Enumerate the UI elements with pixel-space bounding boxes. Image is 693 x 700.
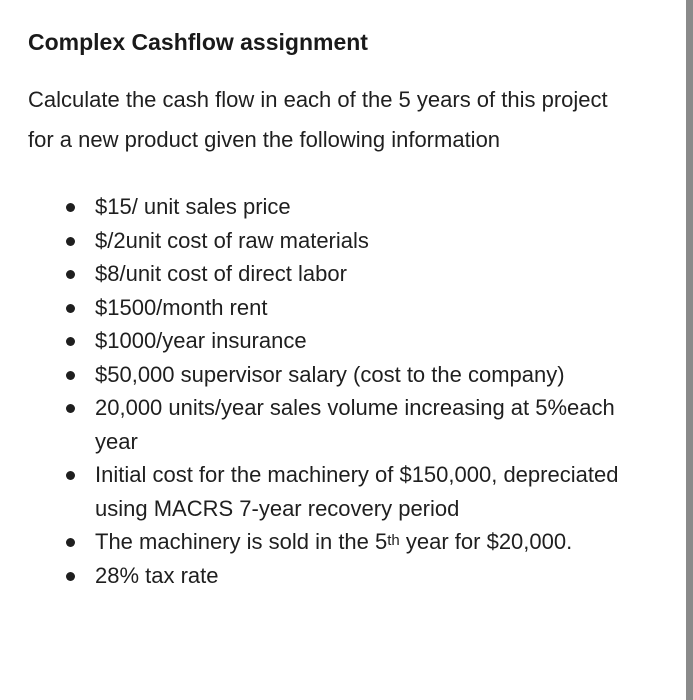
given-information-list — [28, 190, 668, 592]
bullet-icon — [66, 237, 75, 246]
list-item-tax-rate — [28, 559, 655, 593]
list-item-rent — [28, 291, 655, 325]
list-item-direct-labor — [28, 257, 655, 291]
right-border — [686, 0, 693, 700]
list-item-text: 20,000 units/year sales volume increasing at 5%each year — [95, 395, 615, 454]
list-item-text: $8/unit cost of direct labor — [95, 261, 347, 286]
list-item-sales-price — [28, 190, 655, 224]
list-item-text: Initial cost for the machinery of $150,000, depreciated using MACRS 7-year recovery period — [95, 462, 619, 521]
list-item-text: 28% tax rate — [95, 562, 219, 588]
list-item-insurance — [28, 324, 655, 358]
list-item-machinery-sale — [28, 525, 680, 559]
list-item-text: $15/ unit sales price — [95, 194, 291, 219]
list-item-text-after: year for $20,000. — [399, 529, 573, 554]
list-item-text: $/2unit cost of raw materials — [95, 227, 369, 253]
list-item-text-before: The machinery is sold in the 5 — [95, 529, 388, 554]
list-item-raw-materials — [28, 224, 655, 258]
list-item-sales-volume — [28, 391, 655, 458]
bullet-icon — [66, 337, 75, 346]
bullet-icon — [66, 471, 75, 480]
bullet-icon — [66, 371, 75, 380]
list-item-text: $1000/year insurance — [95, 328, 307, 353]
list-item-machinery-cost — [28, 458, 655, 525]
bullet-icon — [66, 572, 75, 581]
list-item-text: $1500/month rent — [95, 294, 268, 320]
bullet-icon — [66, 404, 75, 413]
bullet-icon — [66, 203, 75, 212]
ordinal-suffix: th — [387, 532, 400, 549]
list-item-supervisor-salary — [28, 358, 680, 392]
list-item-text: $50,000 supervisor salary (cost to the company) — [95, 361, 565, 387]
assignment-document — [28, 26, 668, 592]
bullet-icon — [66, 538, 75, 547]
assignment-title: Complex Cashflow assignment — [28, 29, 368, 55]
bullet-icon — [66, 270, 75, 279]
bullet-icon — [66, 304, 75, 313]
assignment-intro: Calculate the cash flow in each of the 5 years of this project for a new product given the following information — [28, 87, 608, 152]
